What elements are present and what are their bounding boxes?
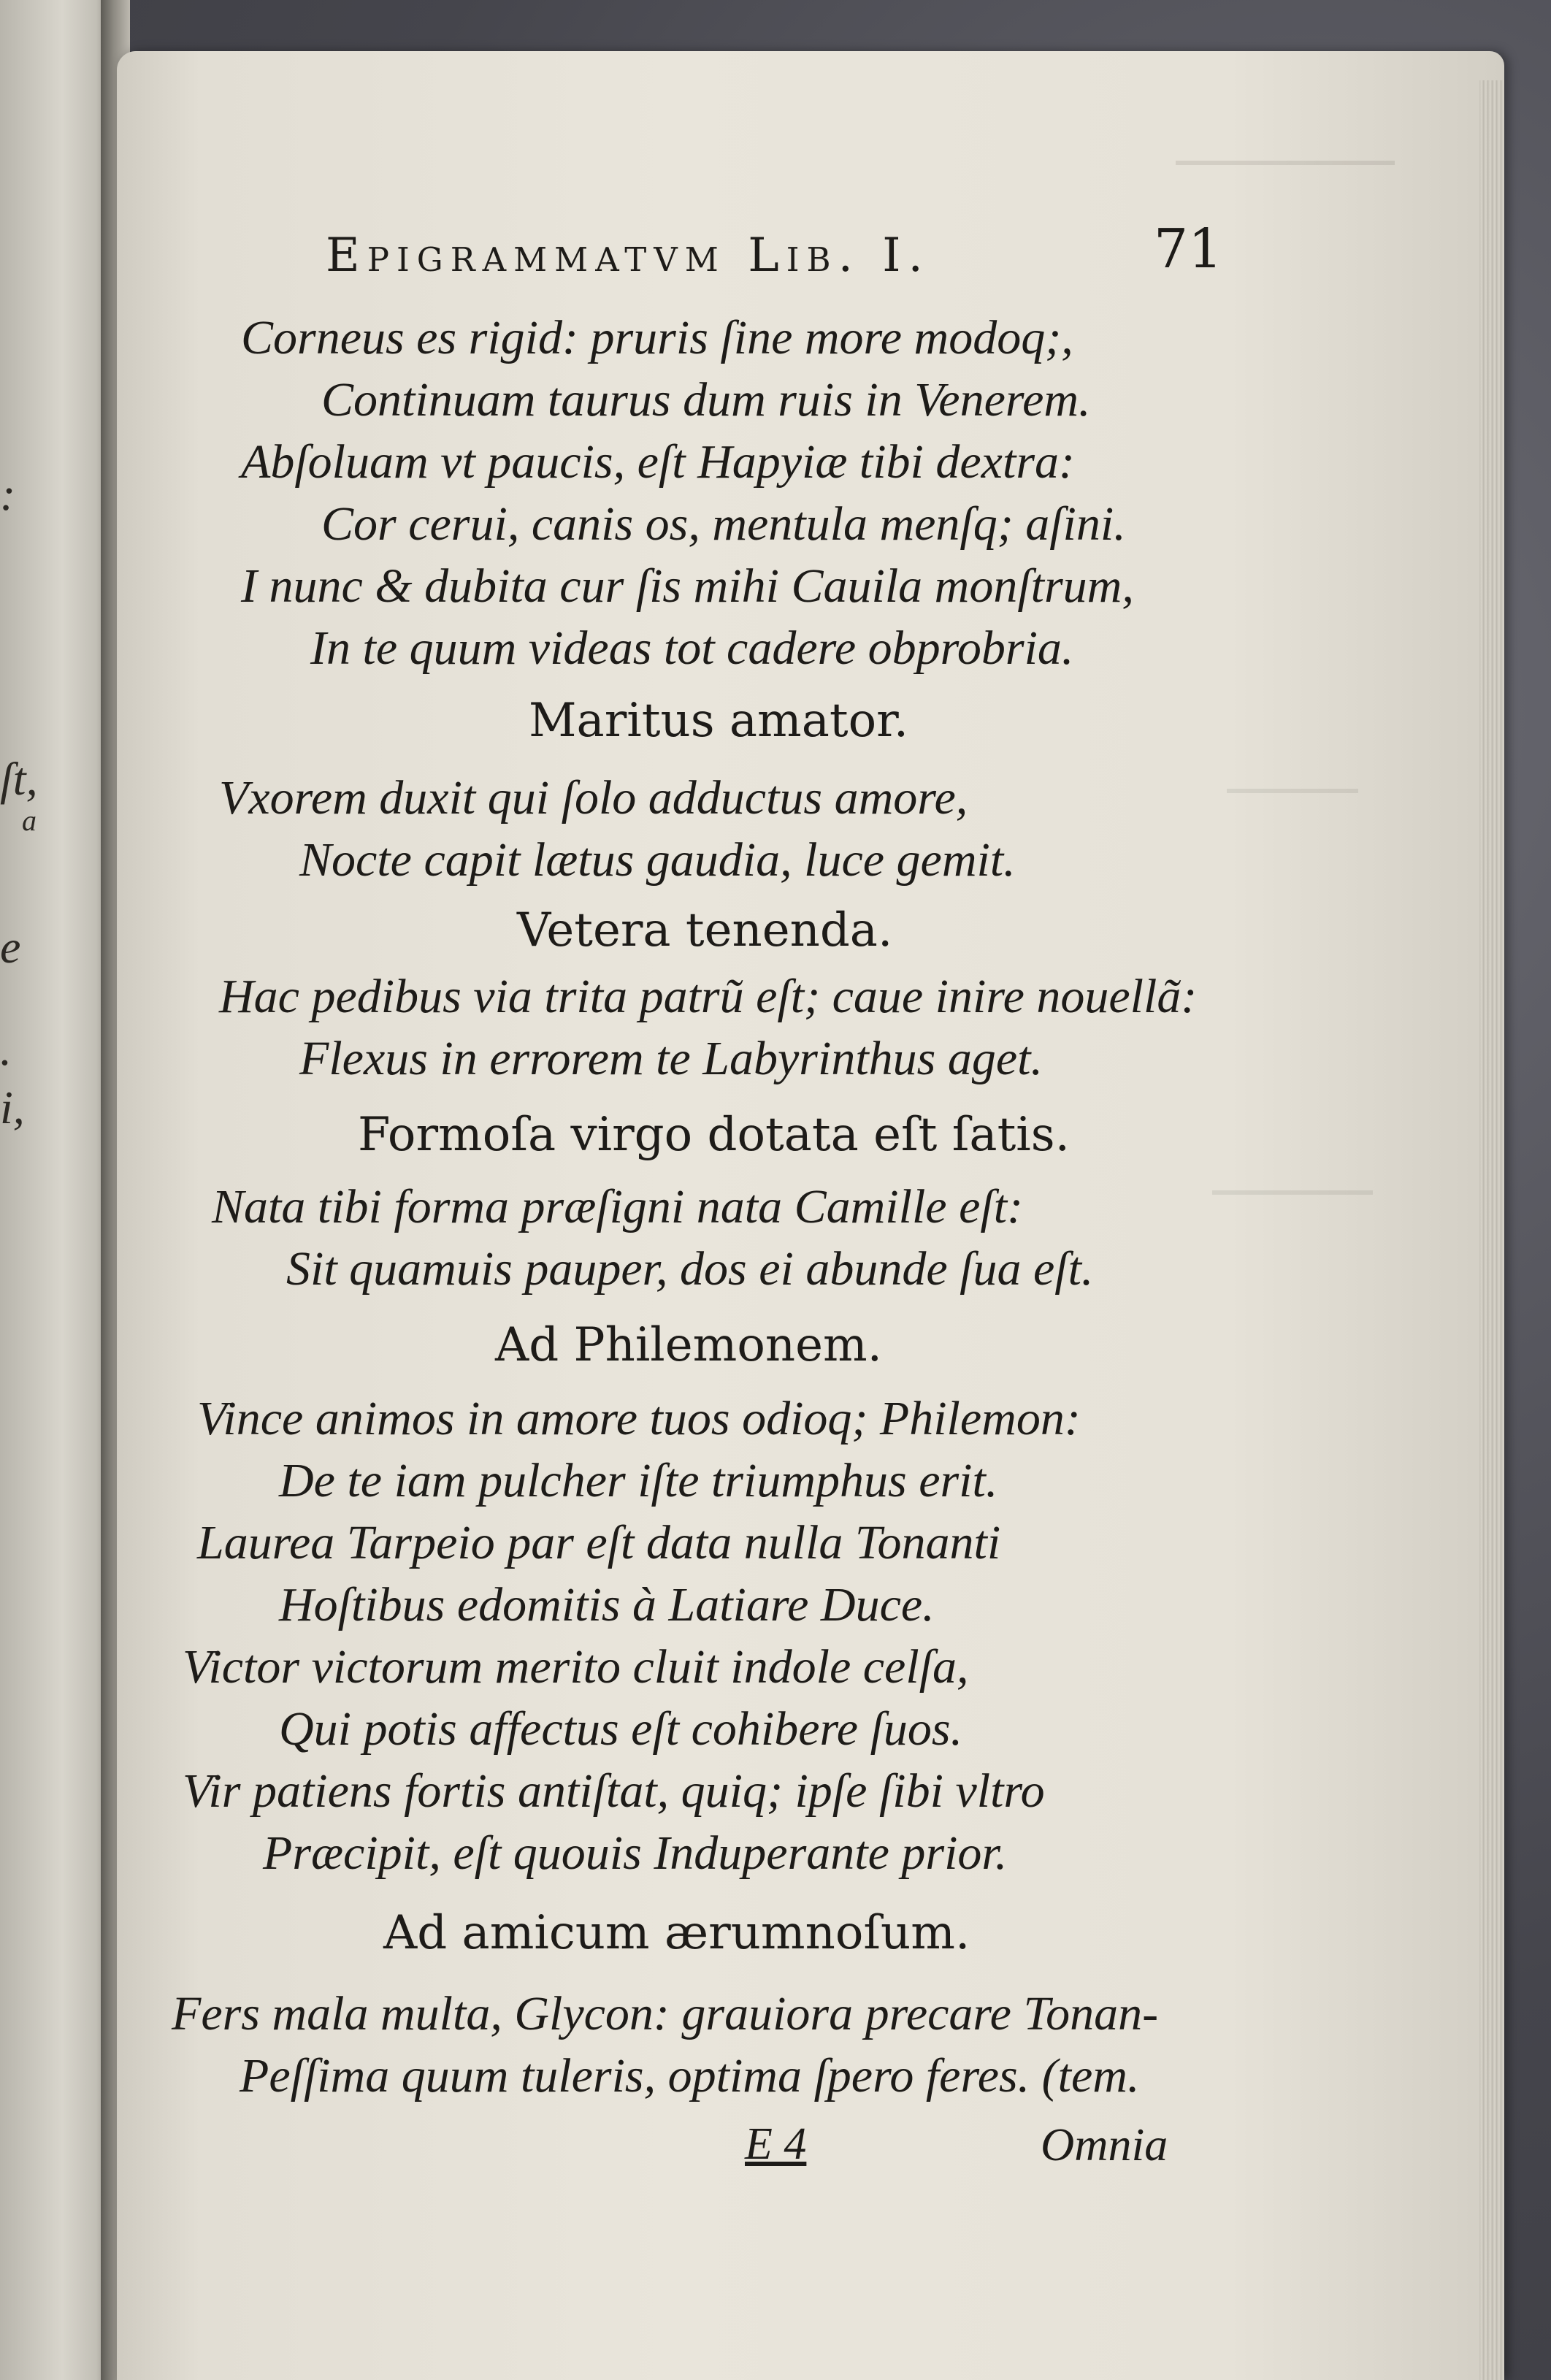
verse-line: Hoſtibus edomitis à Latiare Duce.: [279, 1578, 935, 1631]
verse-line: Nocte capit lætus gaudia, luce gemit.: [299, 833, 1016, 887]
verse-line: De te iam pulcher iſte triumphus erit.: [279, 1454, 998, 1507]
verse-line: I nunc & dubita cur ſis mihi Cauila monſtrum,: [241, 559, 1134, 613]
verse-line: Victor victorum merito cluit indole celſa,: [183, 1640, 969, 1694]
show-through: [1212, 1190, 1373, 1231]
verse-line: Vince animos in amore tuos odioq; Philemon:: [197, 1392, 1081, 1445]
verse-line: Abſoluam vt paucis, eſt Hapyiæ tibi dextra:: [241, 435, 1075, 489]
page-number: 71: [1154, 218, 1223, 280]
left-page-edge: [0, 0, 113, 2380]
verse-line: Hac pedibus via trita patrũ eſt; caue inire nouellã:: [219, 970, 1198, 1023]
epigram-title: Formoſa virgo dotata eſt ſatis.: [358, 1108, 1070, 1162]
running-head: Epigrammatvm Lib. I.: [326, 229, 930, 283]
verse-line: Qui potis affectus eſt cohibere ſuos.: [279, 1702, 963, 1756]
verse-line: Corneus es rigid: pruris ſine more modoq;,: [241, 311, 1073, 364]
verse-line: In te quum videas tot cadere obprobria.: [310, 621, 1074, 675]
left-fragment: :: [0, 468, 16, 520]
show-through: [1227, 789, 1358, 830]
verse-line: Flexus in errorem te Labyrinthus aget.: [299, 1032, 1043, 1085]
verse-line: Nata tibi forma præſigni nata Camille eſt:: [212, 1180, 1024, 1233]
show-through: [1176, 161, 1395, 194]
verse-line: Cor cerui, canis os, mentula menſq; aſini.: [321, 497, 1126, 551]
left-fragment: i,: [0, 1082, 25, 1133]
page-edge: [1479, 80, 1504, 2380]
left-fragment: a: [22, 804, 37, 837]
epigram-title: Maritus amator.: [529, 694, 909, 748]
verse-line: Laurea Tarpeio par eſt data nulla Tonanti: [197, 1516, 1001, 1569]
signature-mark: E 4: [745, 2119, 807, 2169]
verse-line: Peſſima quum tuleris, optima ſpero feres. (tem.: [240, 2049, 1140, 2102]
verse-line: Continuam taurus dum ruis in Venerem.: [321, 373, 1091, 426]
left-fragment: ſt,: [0, 753, 38, 805]
verse-line: Sit quamuis pauper, dos ei abunde ſua eſt.: [286, 1242, 1094, 1296]
book-page: [117, 51, 1504, 2380]
verse-line: Vxorem duxit qui ſolo adductus amore,: [219, 771, 968, 824]
verse-line: Præcipit, eſt quouis Induperante prior.: [263, 1826, 1008, 1880]
epigram-title: Vetera tenenda.: [517, 903, 893, 957]
verse-line: Fers mala multa, Glycon: grauiora precare Tonan-: [172, 1987, 1159, 2040]
left-fragment: .: [0, 1023, 12, 1075]
left-fragment: e: [0, 921, 21, 973]
epigram-title: Ad amicum ærumnoſum.: [383, 1906, 970, 1960]
catchword: Omnia: [1041, 2119, 1168, 2170]
epigram-title: Ad Philemonem.: [495, 1318, 882, 1372]
verse-line: Vir patiens fortis antiſtat, quiq; ipſe ſibi vltro: [183, 1764, 1045, 1818]
